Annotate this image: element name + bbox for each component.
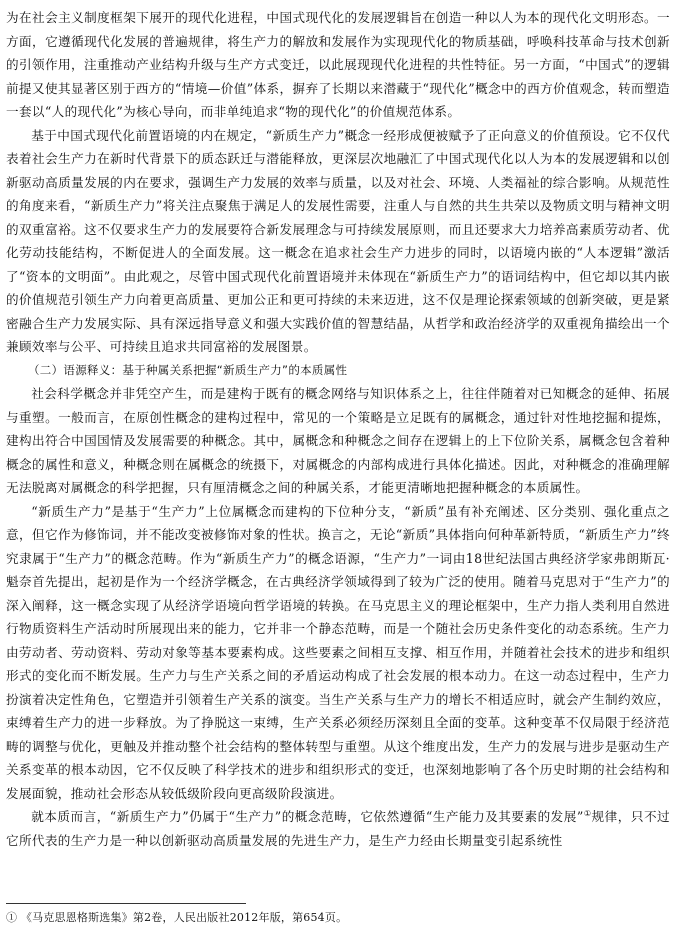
section-heading: （二）语源释义：基于种属关系把握“新质生产力”的本质属性 <box>28 362 348 377</box>
paragraph-3: 社会科学概念并非凭空产生，而是建构于既有的概念网络与知识体系之上，往往伴随着对已知概念的延伸、拓展与重塑。一般而言，在原创性概念的建构过程中，常见的一个策略是立足既有的属概念，通过针对性地挖掘和提炼，建构出符合中国国情及发展需要的种概念。其中，属概念和种概念之间存在逻辑上的上下位阶关系，属概念包含着种概念的属性和意义，种概念则在属概念的统摄下，对属概念的内部构成进行具体化描述。因此，对种概念的准确理解无法脱离对属概念的科学把握，只有厘清概念之间的种属关系，才能更清晰地把握种概念的本质属性。 <box>6 386 670 495</box>
paragraph-5-end: 规律，只不过它所代表的生产力是一种以创新驱动高质量发展的先进生产力，是生产力经由长期量变引起系统性 <box>6 809 670 848</box>
paragraph-5-start: 就本质而言，“新质生产力”仍属于“生产力”的概念范畴，它依然遵循“生产能力及其要素的发展” <box>31 809 584 824</box>
footnote-reference[interactable]: ① <box>583 808 592 818</box>
footnote: ① 《马克思恩格斯选集》第2卷，人民出版社2012年版，第654页。 <box>6 911 348 924</box>
paragraph-5 <box>6 805 670 852</box>
paragraph-1: 为在社会主义制度框架下展开的现代化进程，中国式现代化的发展逻辑旨在创造一种以人为本的现代化文明形态。一方面，它遵循现代化发展的普遍规律，将生产力的解放和发展作为实现现代化的物质基础，呼唤科技革命与技术创新的引领作用，注重推动产业结构升级与生产方式变迁，以此展现现代化进程的共性特征。另一方面，“中国式”的逻辑前提又使其显著区别于西方的“情境—价值”体系，摒弃了长期以来潜藏于“现代化”概念中的西方价值观念，转而塑造一套以“人的现代化”为核心导向，而非单纯追求“物的现代化”的价值规范体系。 <box>6 10 670 119</box>
paragraph-2: 基于中国式现代化前置语境的内在规定，“新质生产力”概念一经形成便被赋予了正向意义的价值预设。它不仅代表着社会生产力在新时代背景下的质态跃迁与潜能释放，更深层次地融汇了中国式现代化以人为本的发展逻辑和以创新驱动高质量发展的内在要求，强调生产力发展的效率与质量，以及对社会、环境、人类福祉的综合影响。从规范性的角度来看，“新质生产力”将关注点聚焦于满足人的发展性需要，注重人与自然的共生共荣以及物质文明与精神文明的双重富裕。这不仅要求生产力的发展要符合新发展理念与可持续发展原则，而且还要求大力培养高素质劳动者、优化劳动技能结构，不断促进人的全面发展。这一概念在追求社会生产力进步的同时，以语境内嵌的“人本逻辑”激活了“资本的文明面”。由此观之，尽管中国式现代化前置语境并未体现在“新质生产力”的语词结构中，但它却以其内嵌的价值规范引领生产力向着更高质量、更加公正和更可持续的未来迈进，这不仅是理论探索领域的创新突破，更是紧密融合生产力发展实际、具有深远指导意义和强大实践价值的智慧结晶，从哲学和政治经济学的双重视角描绘出一个兼顾效率与公平、可持续且追求共同富裕的发展图景。 <box>6 127 670 354</box>
footnote-divider <box>6 903 246 904</box>
body-text <box>6 6 670 852</box>
paragraph-4: “新质生产力”是基于“生产力”上位属概念而建构的下位种分支，“新质”虽有补充阐述、区分类别、强化重点之意，但它作为修饰词，并不能改变被修饰对象的性状。换言之，无论“新质”具体指向何种革新特质，“新质生产力”终究隶属于“生产力”的概念范畴。作为“新质生产力”的概念语源，“生产力”一词由18世纪法国古典经济学家弗朗斯瓦·魁奈首先提出，起初是作为一个经济学概念，在古典经济学领域得到了较为广泛的使用。随着马克思对于“生产力”的深入阐释，这一概念实现了从经济学语境向哲学语境的转换。在马克思主义的理论框架中，生产力指人类利用自然进行物质资料生产活动时所展现出来的能力，它并非一个静态范畴，而是一个随社会历史条件变化的动态系统。生产力由劳动者、劳动资料、劳动对象等基本要素构成。这些要素之间相互支撑、相互作用，并随着社会技术的进步和组织形式的变化而不断发展。生产力与生产关系之间的矛盾运动构成了社会发展的根本动力。在这一动态过程中，生产力扮演着决定性角色，它塑造并引领着生产关系的演变。当生产关系与生产力的增长不相适应时，就会产生制约效应，束缚着生产力的进一步释放。为了挣脱这一束缚，生产关系必须经历深刻且全面的变革。这种变革不仅局限于经济范畴的调整与优化，更触及并推动整个社会结构的整体转型与重塑。从这个维度出发，生产力的发展与进步是驱动生产关系变革的根本动因，它不仅反映了科学技术的进步和组织形式的变迁，也深刻地影响了各个历史时期的社会结构和发展面貌，推动社会形态从较低级阶段向更高级阶段演进。 <box>6 503 670 801</box>
